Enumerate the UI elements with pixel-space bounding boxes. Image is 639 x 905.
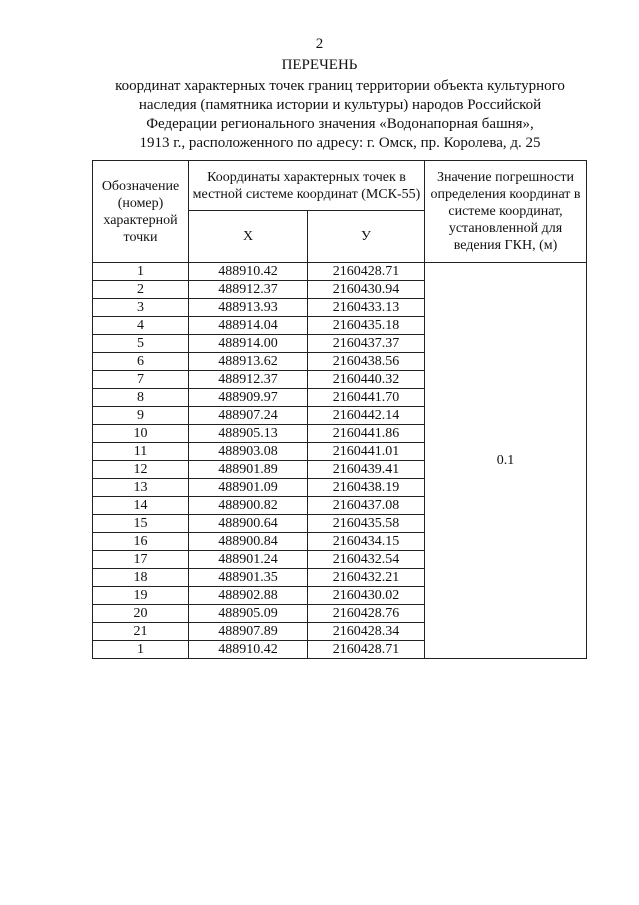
point-number-cell: 1 <box>93 641 189 659</box>
x-coordinate-cell: 488913.93 <box>189 299 308 317</box>
point-number-cell: 14 <box>93 497 189 515</box>
x-coordinate-cell: 488914.04 <box>189 317 308 335</box>
accuracy-value-cell: 0.1 <box>425 263 587 659</box>
x-coordinate-cell: 488905.13 <box>189 425 308 443</box>
point-number-cell: 18 <box>93 569 189 587</box>
x-coordinate-cell: 488914.00 <box>189 335 308 353</box>
point-number-cell: 8 <box>93 389 189 407</box>
x-coordinate-cell: 488905.09 <box>189 605 308 623</box>
point-number-cell: 4 <box>93 317 189 335</box>
y-coordinate-cell: 2160432.21 <box>308 569 425 587</box>
y-coordinate-cell: 2160442.14 <box>308 407 425 425</box>
point-number-cell: 6 <box>93 353 189 371</box>
y-coordinate-cell: 2160439.41 <box>308 461 425 479</box>
x-coordinate-cell: 488909.97 <box>189 389 308 407</box>
x-coordinate-cell: 488901.89 <box>189 461 308 479</box>
header-x: X <box>189 211 308 263</box>
x-coordinate-cell: 488900.64 <box>189 515 308 533</box>
x-coordinate-cell: 488912.37 <box>189 371 308 389</box>
y-coordinate-cell: 2160432.54 <box>308 551 425 569</box>
coordinates-body <box>93 263 587 659</box>
document-subtitle <box>90 77 590 153</box>
point-number-cell: 20 <box>93 605 189 623</box>
x-coordinate-cell: 488903.08 <box>189 443 308 461</box>
subtitle-line: 1913 г., расположенного по адресу: г. Омск, пр. Королева, д. 25 <box>139 135 541 151</box>
y-coordinate-cell: 2160441.01 <box>308 443 425 461</box>
point-number-cell: 5 <box>93 335 189 353</box>
y-coordinate-cell: 2160437.08 <box>308 497 425 515</box>
y-coordinate-cell: 2160440.32 <box>308 371 425 389</box>
y-coordinate-cell: 2160435.18 <box>308 317 425 335</box>
point-number-cell: 1 <box>93 263 189 281</box>
y-coordinate-cell: 2160441.70 <box>308 389 425 407</box>
y-coordinate-cell: 2160430.94 <box>308 281 425 299</box>
point-number-cell: 11 <box>93 443 189 461</box>
y-coordinate-cell: 2160430.02 <box>308 587 425 605</box>
y-coordinate-cell: 2160441.86 <box>308 425 425 443</box>
document-title: ПЕРЕЧЕНЬ <box>281 57 358 73</box>
point-number-cell: 10 <box>93 425 189 443</box>
y-coordinate-cell: 2160435.58 <box>308 515 425 533</box>
y-coordinate-cell: 2160434.15 <box>308 533 425 551</box>
point-number-cell: 2 <box>93 281 189 299</box>
point-number-cell: 15 <box>93 515 189 533</box>
point-number-cell: 12 <box>93 461 189 479</box>
subtitle-line: Федерации регионального значения «Водонапорная башня», <box>146 116 534 132</box>
x-coordinate-cell: 488907.24 <box>189 407 308 425</box>
header-y: У <box>308 211 425 263</box>
point-number-cell: 17 <box>93 551 189 569</box>
point-number-cell: 13 <box>93 479 189 497</box>
coordinates-table <box>92 160 587 659</box>
page-number: 2 <box>315 36 324 52</box>
point-number-cell: 3 <box>93 299 189 317</box>
subtitle-line: координат характерных точек границ территории объекта культурного <box>115 78 565 94</box>
x-coordinate-cell: 488901.35 <box>189 569 308 587</box>
header-accuracy: Значение погрешности определения координат в системе координат, установленной для ведения ГКН, (м) <box>425 161 587 263</box>
header-point-designation: Обозначение (номер) характерной точки <box>93 161 189 263</box>
y-coordinate-cell: 2160428.71 <box>308 641 425 659</box>
x-coordinate-cell: 488912.37 <box>189 281 308 299</box>
point-number-cell: 9 <box>93 407 189 425</box>
x-coordinate-cell: 488900.84 <box>189 533 308 551</box>
x-coordinate-cell: 488901.24 <box>189 551 308 569</box>
table-row <box>93 263 587 281</box>
x-coordinate-cell: 488910.42 <box>189 263 308 281</box>
header-coordinates: Координаты характерных точек в местной системе координат (МСК-55) <box>189 161 425 211</box>
y-coordinate-cell: 2160428.71 <box>308 263 425 281</box>
y-coordinate-cell: 2160437.37 <box>308 335 425 353</box>
y-coordinate-cell: 2160433.13 <box>308 299 425 317</box>
subtitle-line: наследия (памятника истории и культуры) народов Российской <box>138 97 542 113</box>
y-coordinate-cell: 2160428.76 <box>308 605 425 623</box>
x-coordinate-cell: 488913.62 <box>189 353 308 371</box>
y-coordinate-cell: 2160438.19 <box>308 479 425 497</box>
y-coordinate-cell: 2160428.34 <box>308 623 425 641</box>
point-number-cell: 19 <box>93 587 189 605</box>
x-coordinate-cell: 488900.82 <box>189 497 308 515</box>
x-coordinate-cell: 488902.88 <box>189 587 308 605</box>
x-coordinate-cell: 488901.09 <box>189 479 308 497</box>
x-coordinate-cell: 488907.89 <box>189 623 308 641</box>
x-coordinate-cell: 488910.42 <box>189 641 308 659</box>
point-number-cell: 16 <box>93 533 189 551</box>
point-number-cell: 21 <box>93 623 189 641</box>
point-number-cell: 7 <box>93 371 189 389</box>
y-coordinate-cell: 2160438.56 <box>308 353 425 371</box>
